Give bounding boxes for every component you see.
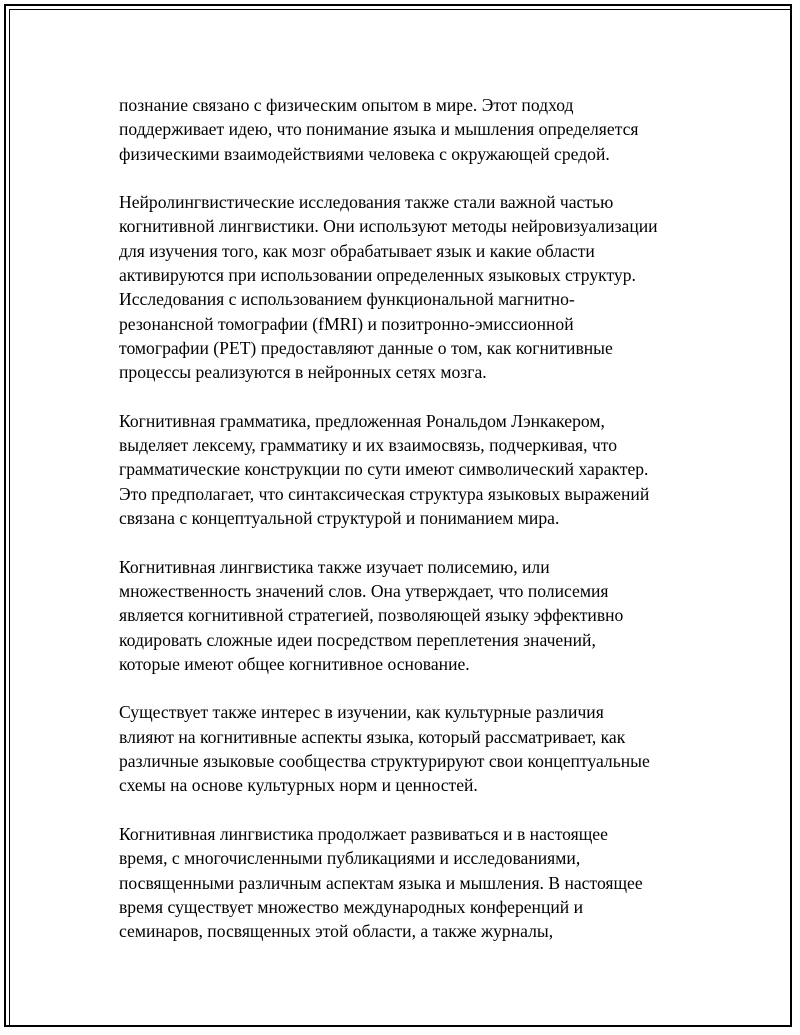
document-body [119,93,719,968]
paragraph-1: познание связано с физическим опытом в мире. Этот подход поддерживает идею, что понимание языка и мышления определяется физическими взаимодействиями человека с окружающей средой. [119,95,639,164]
paragraph-3: Когнитивная грамматика, предложенная Рональдом Лэнкакером, выделяет лексему, грамматику и их взаимосвязь, подчеркивая, что грамматические конструкции по сути имеют символический характер. Это предполагает, что синтаксическая структура языковых выражений связана с концептуальной структурой и пониманием мира. [119,410,650,529]
paragraph-4: Когнитивная лингвистика также изучает полисемию, или множественность значений слов. Она утверждает, что полисемия является когнитивной стратегией, позволяющей языку эффективно кодировать сложные идеи посредством переплетения значений, которые имеют общее когнитивное основание. [119,556,624,674]
paragraph-6: Когнитивная лингвистика продолжает развиваться и в настоящее время, с многочисленными публикациями и исследованиями, посвященными различным аспектам языка и мышления. В настоящее время существует множество международных конференций и семинаров, посвященных этой области, а также журналы, [119,823,643,942]
paragraph-2: Нейролингвистические исследования также стали важной частью когнитивной лингвистики. Они используют методы нейровизуализации для изучения того, как мозг обрабатывает язык и какие области активируются при использовании определенных языковых структур. Исследования с использованием функциональной магнитно- резонансной томографии (fMRI) и позитронно-эмиссионной томографии (PET) предоставляют данные о том, как когнитивные процессы реализуются в нейронных сетях мозга. [119,192,658,383]
paragraph-5: Существует также интерес в изучении, как культурные различия влияют на когнитивные аспекты языка, который рассматривает, как различные языковые сообщества структурируют свои концептуальные схемы на основе культурных норм и ценностей. [119,702,650,796]
